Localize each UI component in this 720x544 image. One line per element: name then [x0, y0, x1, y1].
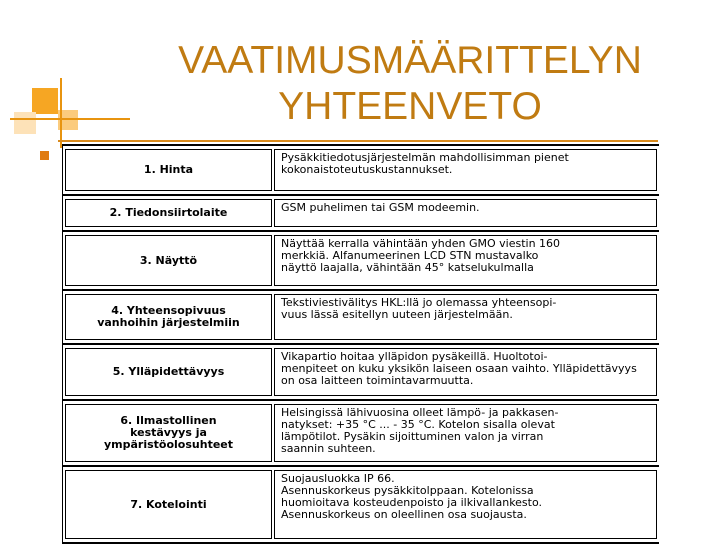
table-row — [63, 146, 659, 196]
table-row — [63, 467, 659, 544]
decor-line — [10, 118, 130, 120]
requirement-label: 7. Kotelointi — [65, 470, 272, 539]
title-line-1: VAATIMUSMÄÄRITTELYN — [178, 39, 642, 82]
table-row — [63, 401, 659, 467]
requirement-label: 4. Yhteensopivuus vanhoihin järjestelmiin — [65, 294, 272, 340]
requirement-label: 5. Ylläpidettävyys — [65, 348, 272, 396]
decor-square — [14, 112, 36, 134]
requirement-text: Suojausluokka IP 66. Asennuskorkeus pysäkkitolppaan. Kotelonissa huomioitava kosteudenpoisto ja ilkivallankesto. Asennuskorkeus on oleellinen osa suojausta. — [274, 470, 657, 539]
bullet-icon — [40, 151, 49, 160]
table-row — [63, 232, 659, 291]
requirements-table — [62, 144, 659, 544]
requirement-text: Helsingissä lähivuosina olleet lämpö- ja pakkasen- natykset: +35 °C ... - 35 °C. Kotelon sisalla olevat lämpötilot. Pysäkin sijoittuminen valon ja virran saannin suhteen. — [274, 404, 657, 462]
title-underline — [58, 140, 658, 142]
requirement-text: GSM puhelimen tai GSM modeemin. — [274, 199, 657, 227]
requirement-text: Näyttää kerralla vähintään yhden GMO viestin 160 merkkiä. Alfanumeerinen LCD STN mustavalko näyttö laajalla, vähintään 45° katselukulmalla — [274, 235, 657, 286]
table-row — [63, 291, 659, 345]
requirement-label: 1. Hinta — [65, 149, 272, 191]
requirement-text: Vikapartio hoitaa ylläpidon pysäkeillä. Huoltotoi- menpiteet on kuku yksikön laiseen osaan vaihto. Ylläpidettävyys on osa laitteen toimintavarmuutta. — [274, 348, 657, 396]
requirement-label: 3. Näyttö — [65, 235, 272, 286]
requirement-text: Pysäkkitiedotusjärjestelmän mahdollisimman pienet kokonaistoteutuskustannukset. — [274, 149, 657, 191]
table-row — [63, 345, 659, 401]
table-row — [63, 196, 659, 232]
slide-title — [130, 38, 690, 130]
decor-square — [32, 88, 58, 114]
decor-line — [60, 78, 62, 148]
requirement-label: 2. Tiedonsiirtolaite — [65, 199, 272, 227]
requirement-text: Tekstiviestivälitys HKL:llä jo olemassa yhteensopi- vuus lässä esitellyn uuteen järjestelmään. — [274, 294, 657, 340]
requirement-label: 6. Ilmastollinen kestävyys ja ympäristöolosuhteet — [65, 404, 272, 462]
title-line-2: YHTEENVETO — [278, 85, 542, 128]
